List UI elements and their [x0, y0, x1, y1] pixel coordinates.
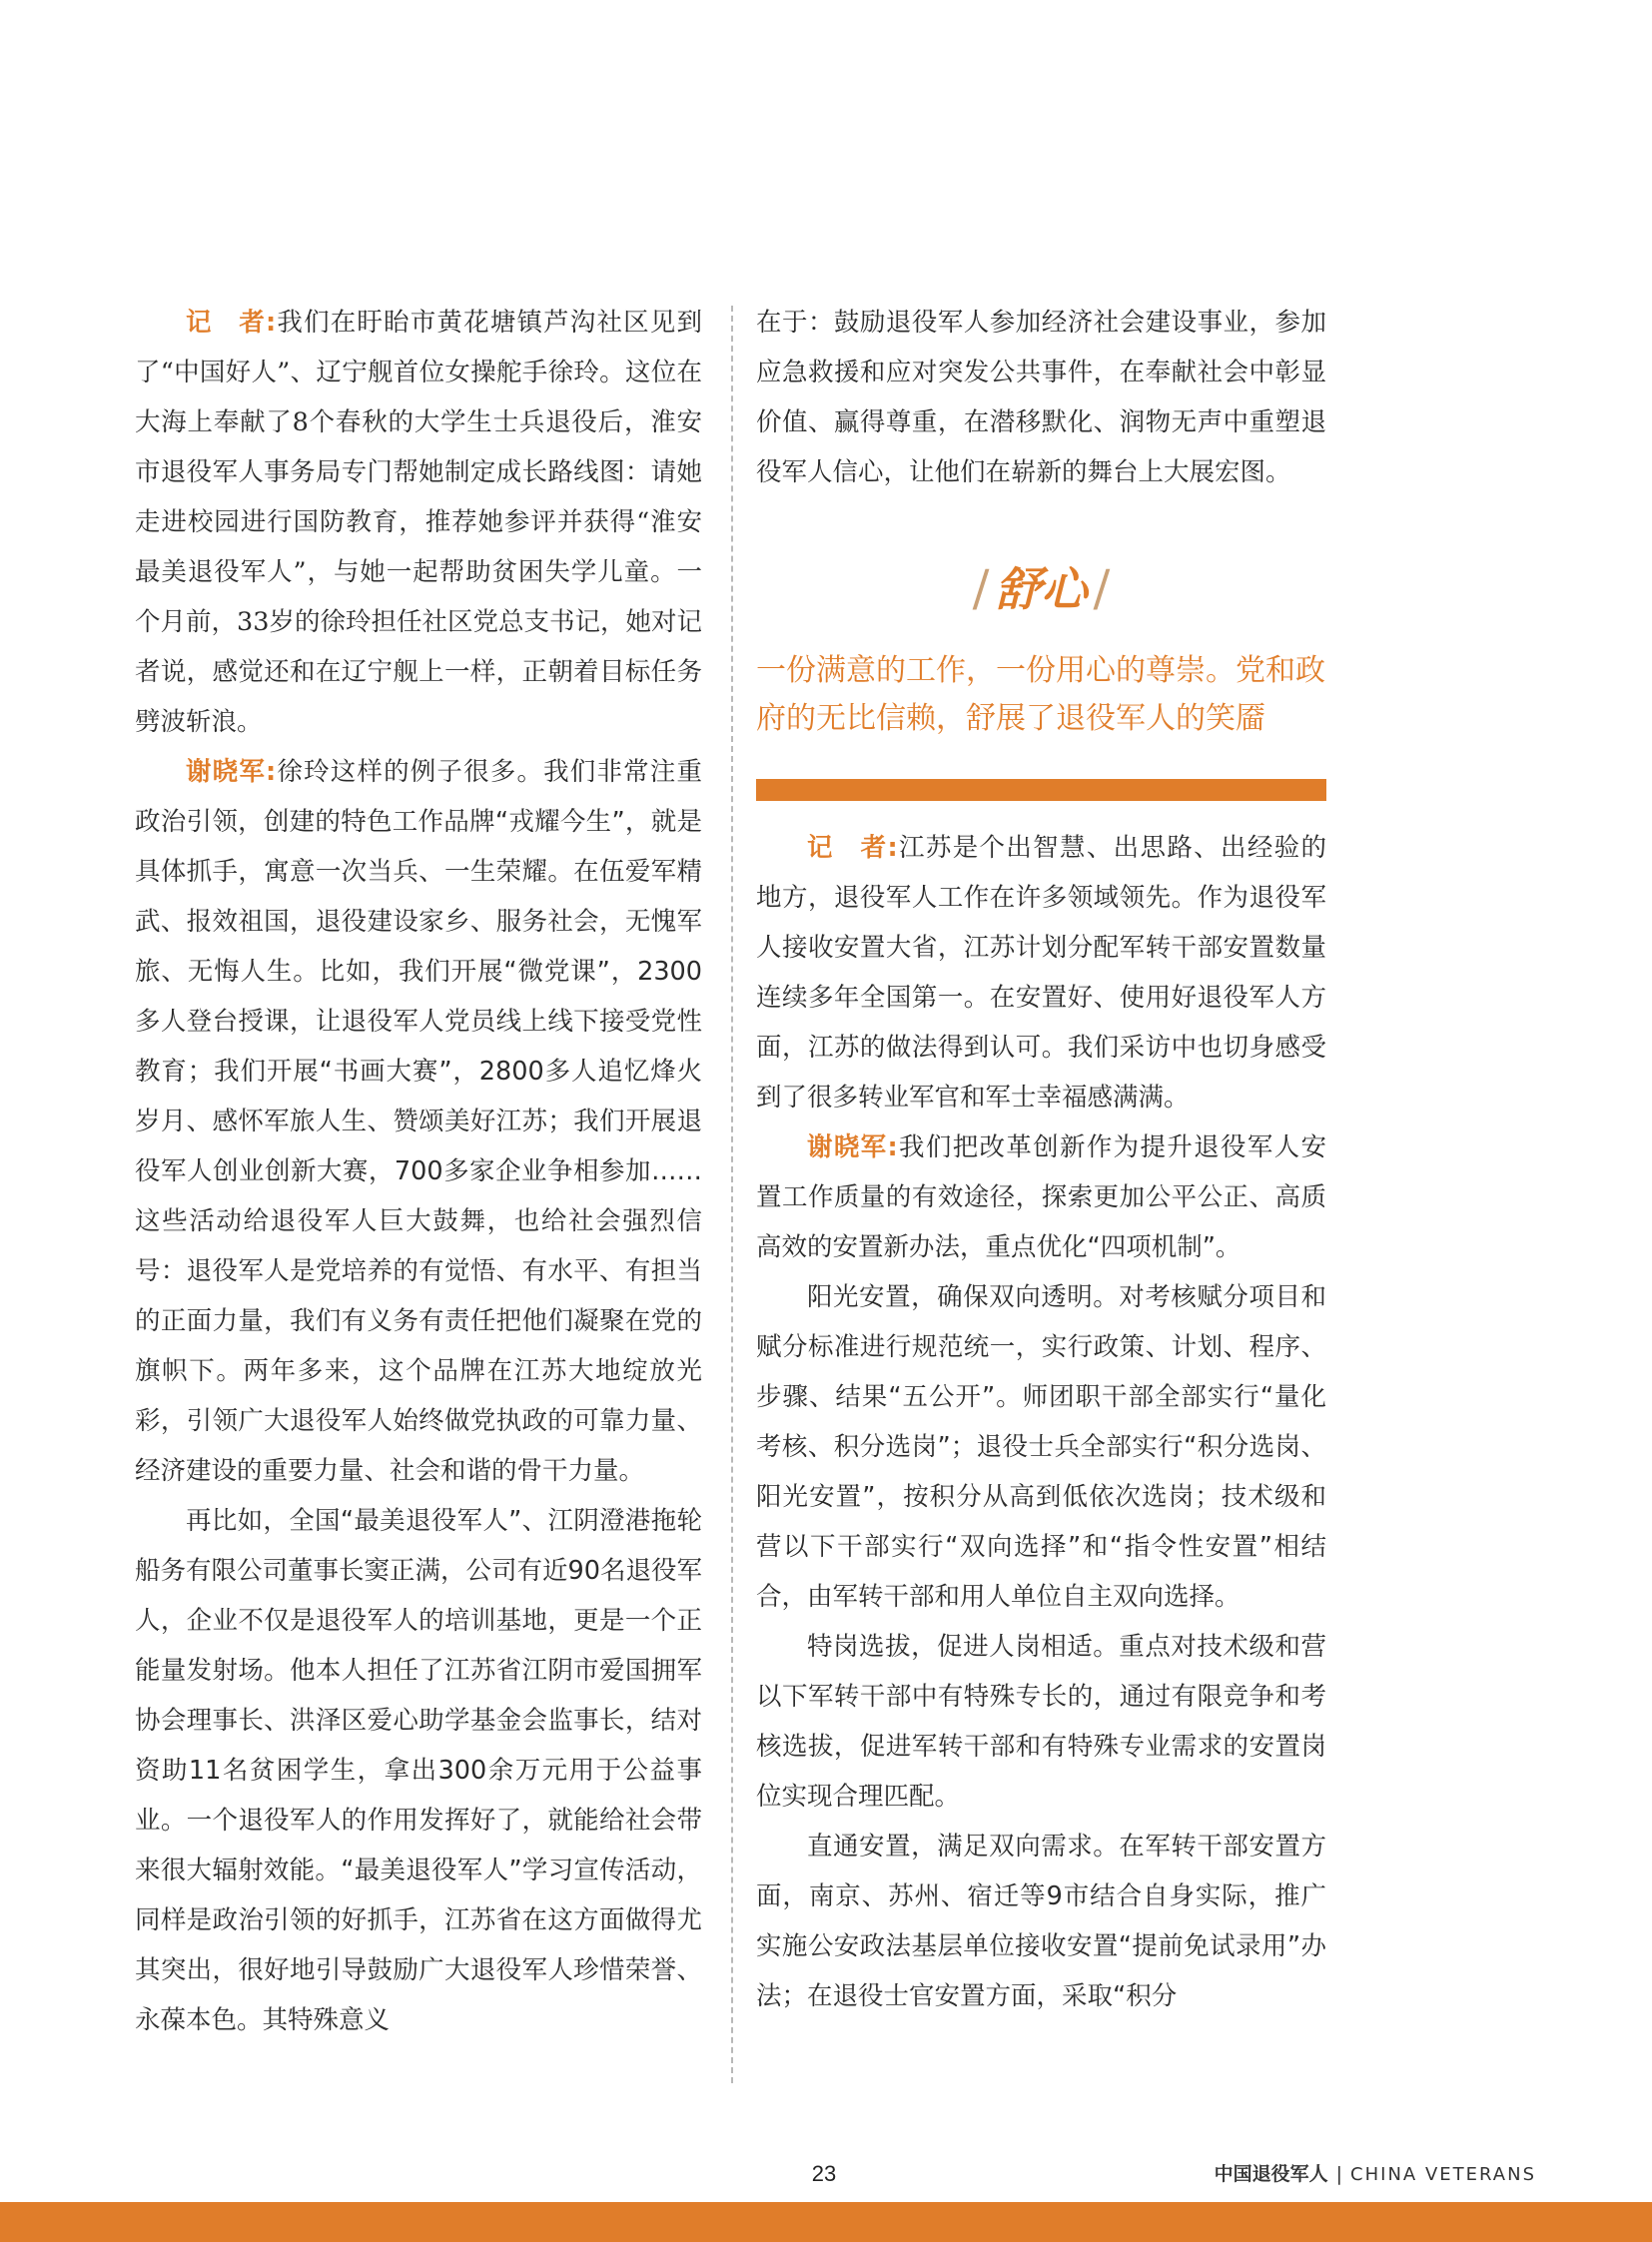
paragraph: [135, 747, 702, 1496]
right-column-continuation: 在于：鼓励退役军人参加经济社会建设事业，参加应急救援和应对突发公共事件，在奉献社会中彰显价值、赢得尊重，在潜移默化、润物无声中重塑退役军人信心，让他们在崭新的舞台上大展宏图。: [756, 308, 1326, 487]
speaker-label: 记 者:: [186, 308, 277, 338]
section-lead: 一份满意的工作，一份用心的尊崇。党和政府的无比信赖，舒展了退役军人的笑靥: [756, 653, 1325, 736]
paragraph: [756, 1272, 1326, 1622]
paragraph-text: 江苏是个出智慧、出思路、出经验的地方，退役军人工作在许多领域领先。作为退役军人接收安置大省，江苏计划分配军转干部安置数量连续多年全国第一。在安置好、使用好退役军人方面，江苏的做法得到认可。我们采访中也切身感受到了很多转业军官和军士幸福感满满。: [756, 833, 1326, 1113]
column-divider: [731, 306, 733, 2083]
magazine-title-en: CHINA VETERANS: [1350, 2164, 1536, 2185]
paragraph: [756, 1822, 1326, 2021]
paragraph: [756, 823, 1326, 1122]
slash-decoration-left: /: [972, 559, 990, 617]
section-title: 舒心: [995, 562, 1088, 616]
paragraph-text: 我们在盱眙市黄花塘镇芦沟社区见到了“中国好人”、辽宁舰首位女操舵手徐玲。这位在大海上奉献了8个春秋的大学生士兵退役后，淮安市退役军人事务局专门帮她制定成长路线图：请她走进校园进行国防教育，推荐她参评并获得“淮安最美退役军人”，与她一起帮助贫困失学儿童。一个月前，33岁的徐玲担任社区党总支书记，她对记者说，感觉还和在辽宁舰上一样，正朝着目标任务劈波斩浪。: [135, 308, 702, 737]
paragraph-text: 特岗选拔，促进人岗相适。重点对技术级和营以下军转干部中有特殊专长的，通过有限竞争和考核选拔，促进军转干部和有特殊专业需求的安置岗位实现合理匹配。: [756, 1632, 1326, 1812]
right-column-body: [756, 823, 1326, 2021]
speaker-label: 谢晓军:: [186, 757, 277, 787]
paragraph-text: 直通安置，满足双向需求。在军转干部安置方面，南京、苏州、宿迁等9市结合自身实际，推广实施公安政法基层单位接收安置“提前免试录用”办法；在退役士官安置方面，采取“积分: [756, 1832, 1326, 2011]
paragraph-text: 再比如，全国“最美退役军人”、江阴澄港拖轮船务有限公司董事长窦正满，公司有近90名退役军人，企业不仅是退役军人的培训基地，更是一个正能量发射场。他本人担任了江苏省江阴市爱国拥军协会理事长、洪泽区爱心助学基金会监事长，结对资助11名贫困学生，拿出300余万元用于公益事业。一个退役军人的作用发挥好了，就能给社会带来很大辐射效能。“最美退役军人”学习宣传活动，同样是政治引领的好抓手，江苏省在这方面做得尤其突出，很好地引导鼓励广大退役军人珍惜荣誉、永葆本色。其特殊意义: [135, 1506, 702, 2035]
footer-separator: |: [1335, 2163, 1343, 2185]
paragraph-text: 我们把改革创新作为提升退役军人安置工作质量的有效途径，探索更加公平公正、高质高效的安置新办法，重点优化“四项机制”。: [756, 1132, 1326, 1262]
footer-brand: [1215, 2159, 1536, 2186]
paragraph: [135, 1496, 702, 2045]
speaker-label: 记 者:: [807, 833, 898, 863]
right-column: [756, 298, 1326, 2021]
paragraph: [135, 298, 702, 747]
section-heading: [756, 555, 1326, 627]
paragraph-text: 阳光安置，确保双向透明。对考核赋分项目和赋分标准进行规范统一，实行政策、计划、程序、步骤、结果“五公开”。师团职干部全部实行“量化考核、积分选岗”；退役士兵全部实行“积分选岗、阳光安置”，按积分从高到低依次选岗；技术级和营以下干部实行“双向选择”和“指令性安置”相结合，由军转干部和用人单位自主双向选择。: [756, 1282, 1326, 1612]
left-column: [135, 298, 702, 2045]
bottom-accent-bar: [0, 2202, 1652, 2242]
slash-decoration-right: /: [1093, 559, 1111, 617]
paragraph-text: 徐玲这样的例子很多。我们非常注重政治引领，创建的特色工作品牌“戎耀今生”，就是具体抓手，寓意一次当兵、一生荣耀。在伍爱军精武、报效祖国，退役建设家乡、服务社会，无愧军旅、无悔人生。比如，我们开展“微党课”，2300多人登台授课，让退役军人党员线上线下接受党性教育；我们开展“书画大赛”，2800多人追忆烽火岁月、感怀军旅人生、赞颂美好江苏；我们开展退役军人创业创新大赛，700多家企业争相参加……这些活动给退役军人巨大鼓舞，也给社会强烈信号：退役军人是党培养的有觉悟、有水平、有担当的正面力量，我们有义务有责任把他们凝聚在党的旗帜下。两年多来，这个品牌在江苏大地绽放光彩，引领广大退役军人始终做党执政的可靠力量、经济建设的重要力量、社会和谐的骨干力量。: [135, 757, 702, 1486]
page-number: 23: [811, 2161, 837, 2186]
paragraph: [756, 1622, 1326, 1822]
magazine-title-cn: 中国退役军人: [1214, 2163, 1328, 2185]
paragraph: [756, 1122, 1326, 1272]
section-divider-bar: [756, 779, 1326, 801]
speaker-label: 谢晓军:: [807, 1132, 898, 1162]
